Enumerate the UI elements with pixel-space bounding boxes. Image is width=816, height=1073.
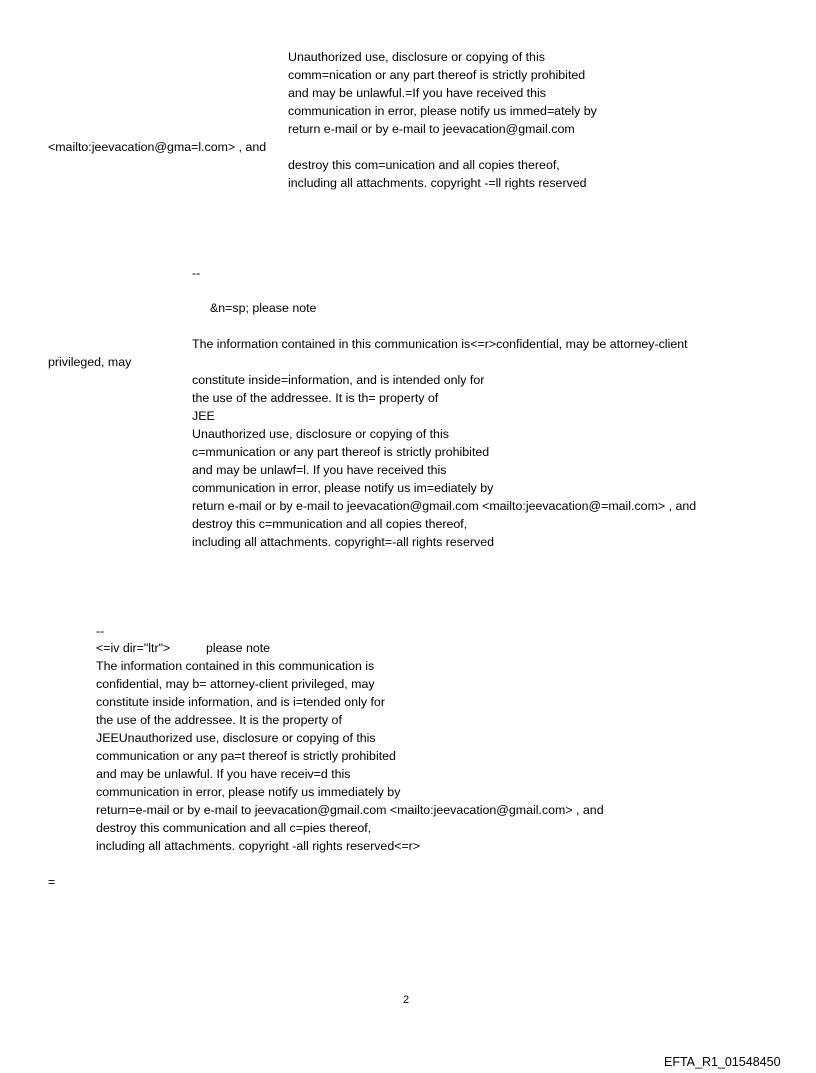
s1-line-4: communication in error, please notify us immed=ately by [288,104,597,118]
s2-line-2: privileged, may [48,355,132,369]
footer-document-id: EFTA_R1_01548450 [664,1055,781,1069]
page-number: 2 [403,994,410,1006]
s3-line-6: communication or any pa=t thereof is strictly prohibited [96,749,396,763]
s3-note: please note [206,641,271,655]
s3-line-10: destroy this communication and all c=pies thereof, [96,821,372,835]
s3-line-7: and may be unlawful. If you have receiv=d this [96,767,351,781]
s3-line-1: The information contained in this communication is [96,659,375,673]
s2-line-8: and may be unlawf=l. If you have received this [192,463,447,477]
s1-line-7: destroy this com=unication and all copies thereof, [288,158,560,172]
s3-line-3: constitute inside information, and is i=tended only for [96,695,385,709]
s2-line-6: Unauthorized use, disclosure or copying of this [192,427,449,441]
s2-note: &n=sp; please note [210,301,317,315]
s1-line-1: Unauthorized use, disclosure or copying of this [288,50,545,64]
s2-line-5: JEE [192,409,215,423]
s2-line-11: destroy this c=mmunication and all copies thereof, [192,517,468,531]
s2-line-1: The information contained in this communication is<=r>confidential, may be attorney-client [192,337,688,351]
s3-line-8: communication in error, please notify us immediately by [96,785,401,799]
s2-line-4: the use of the addressee. It is th= property of [192,391,439,405]
trailing-equals: = [48,875,56,889]
s1-line-6: <mailto:jeevacation@gma=l.com> , and [48,140,267,154]
s2-line-7: c=mmunication or any part thereof is strictly prohibited [192,445,490,459]
s1-line-8: including all attachments. copyright -=ll rights reserved [288,176,587,190]
s3-line-11: including all attachments. copyright -all rights reserved<=r> [96,839,421,853]
s1-line-5: return e-mail or by e-mail to jeevacation@gmail.com [288,122,575,136]
s3-line-5: JEEUnauthorized use, disclosure or copying of this [96,731,376,745]
s2-line-12: including all attachments. copyright=-all rights reserved [192,535,494,549]
s1-line-2: comm=nication or any part thereof is strictly prohibited [288,68,586,82]
s3-line-4: the use of the addressee. It is the property of [96,713,342,727]
s2-line-9: communication in error, please notify us im=ediately by [192,481,494,495]
s2-line-3: constitute inside=information, and is intended only for [192,373,485,387]
s1-line-3: and may be unlawful.=If you have received this [288,86,546,100]
s3-line-9: return=e-mail or by e-mail to jeevacation@gmail.com <mailto:jeevacation@gmail.com> , and [96,803,604,817]
s3-div-tag: <=iv dir="ltr"> [96,641,171,655]
s3-separator: -- [96,624,105,638]
s2-line-10: return e-mail or by e-mail to jeevacation@gmail.com <mailto:jeevacation@=mail.com> , and [192,499,697,513]
s2-separator: -- [192,266,201,280]
s3-line-2: confidential, may b= attorney-client privileged, may [96,677,375,691]
